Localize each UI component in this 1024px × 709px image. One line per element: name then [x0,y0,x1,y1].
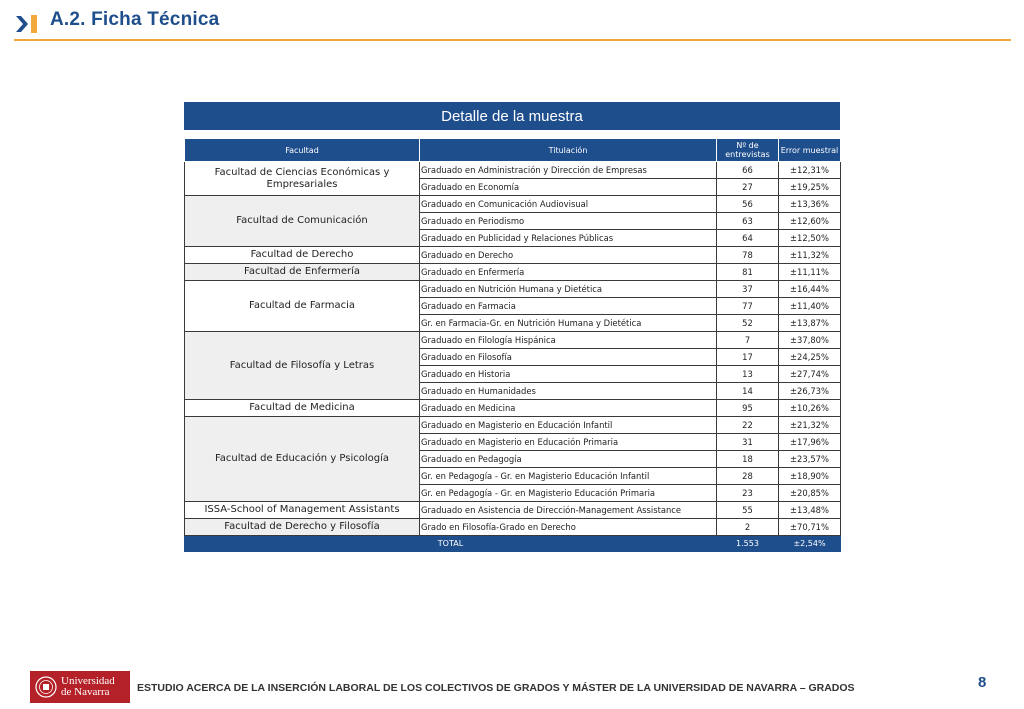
cell-error: ±11,11% [779,264,841,281]
cell-entrevistas: 95 [717,400,779,417]
cell-error: ±37,80% [779,332,841,349]
sample-detail-table [184,102,840,552]
cell-error: ±11,32% [779,247,841,264]
cell-titulacion: Gr. en Pedagogía - Gr. en Magisterio Educación Infantil [420,468,717,485]
cell-error: ±13,36% [779,196,841,213]
cell-titulacion: Gr. en Pedagogía - Gr. en Magisterio Educación Primaria [420,485,717,502]
cell-facultad: Facultad de Ciencias Económicas y Empresariales [185,162,420,196]
cell-entrevistas: 27 [717,179,779,196]
cell-titulacion: Graduado en Asistencia de Dirección-Management Assistance [420,502,717,519]
total-error: ±2,54% [779,536,841,552]
cell-facultad: Facultad de Enfermería [185,264,420,281]
cell-titulacion: Graduado en Nutrición Humana y Dietética [420,281,717,298]
cell-titulacion: Graduado en Historia [420,366,717,383]
cell-facultad: Facultad de Filosofía y Letras [185,332,420,400]
cell-titulacion: Graduado en Publicidad y Relaciones Públicas [420,230,717,247]
table-body [185,162,841,536]
logo-line-1: Universidad [61,675,115,687]
cell-entrevistas: 64 [717,230,779,247]
table-header-row [185,139,841,162]
cell-facultad: Facultad de Educación y Psicología [185,417,420,502]
cell-error: ±13,87% [779,315,841,332]
table-row [185,332,841,349]
cell-error: ±21,32% [779,417,841,434]
cell-facultad: ISSA-School of Management Assistants [185,502,420,519]
cell-facultad: Facultad de Derecho [185,247,420,264]
cell-error: ±26,73% [779,383,841,400]
cell-error: ±16,44% [779,281,841,298]
cell-titulacion: Graduado en Administración y Dirección de Empresas [420,162,717,179]
cell-error: ±12,50% [779,230,841,247]
cell-facultad: Facultad de Farmacia [185,281,420,332]
column-header-facultad: Facultad [185,139,420,162]
cell-titulacion: Graduado en Pedagogía [420,451,717,468]
cell-entrevistas: 37 [717,281,779,298]
table-row [185,162,841,179]
cell-entrevistas: 52 [717,315,779,332]
cell-entrevistas: 22 [717,417,779,434]
university-seal-icon [35,676,57,698]
cell-error: ±20,85% [779,485,841,502]
column-header-error: Error muestral [779,139,841,162]
cell-error: ±17,96% [779,434,841,451]
cell-entrevistas: 7 [717,332,779,349]
cell-titulacion: Graduado en Filosofía [420,349,717,366]
table-row [185,417,841,434]
table-row [185,196,841,213]
cell-entrevistas: 66 [717,162,779,179]
cell-titulacion: Graduado en Comunicación Audiovisual [420,196,717,213]
total-label: TOTAL [185,536,717,552]
table-row [185,247,841,264]
column-header-entrevistas: Nº de entrevistas [717,139,779,162]
page-number: 8 [978,674,987,691]
cell-entrevistas: 18 [717,451,779,468]
cell-entrevistas: 2 [717,519,779,536]
cell-titulacion: Graduado en Humanidades [420,383,717,400]
cell-titulacion: Graduado en Economía [420,179,717,196]
table-row [185,264,841,281]
cell-error: ±12,31% [779,162,841,179]
cell-error: ±11,40% [779,298,841,315]
university-logo [30,671,130,703]
cell-titulacion: Grado en Filosofía-Grado en Derecho [420,519,717,536]
cell-titulacion: Graduado en Magisterio en Educación Primaria [420,434,717,451]
cell-error: ±10,26% [779,400,841,417]
cell-entrevistas: 81 [717,264,779,281]
cell-titulacion: Graduado en Magisterio en Educación Infantil [420,417,717,434]
cell-entrevistas: 55 [717,502,779,519]
cell-titulacion: Graduado en Medicina [420,400,717,417]
cell-error: ±27,74% [779,366,841,383]
cell-facultad: Facultad de Derecho y Filosofía [185,519,420,536]
cell-error: ±18,90% [779,468,841,485]
cell-entrevistas: 14 [717,383,779,400]
cell-error: ±23,57% [779,451,841,468]
table-row [185,281,841,298]
table-row [185,519,841,536]
cell-titulacion: Graduado en Farmacia [420,298,717,315]
total-row [185,536,841,552]
table-row [185,502,841,519]
cell-facultad: Facultad de Medicina [185,400,420,417]
cell-entrevistas: 78 [717,247,779,264]
total-entrevistas: 1.553 [717,536,779,552]
cell-entrevistas: 23 [717,485,779,502]
header-divider [14,39,1011,41]
chevron-bar-icon [15,13,39,35]
cell-titulacion: Graduado en Derecho [420,247,717,264]
cell-entrevistas: 77 [717,298,779,315]
cell-entrevistas: 63 [717,213,779,230]
cell-titulacion: Graduado en Periodismo [420,213,717,230]
cell-facultad: Facultad de Comunicación [185,196,420,247]
column-header-titulacion: Titulación [420,139,717,162]
cell-entrevistas: 31 [717,434,779,451]
table-row [185,400,841,417]
cell-error: ±19,25% [779,179,841,196]
page-title: A.2. Ficha Técnica [50,9,220,30]
cell-entrevistas: 56 [717,196,779,213]
cell-error: ±24,25% [779,349,841,366]
cell-entrevistas: 13 [717,366,779,383]
cell-error: ±13,48% [779,502,841,519]
logo-line-2: de Navarra [61,686,110,698]
footer-study-title: ESTUDIO ACERCA DE LA INSERCIÓN LABORAL DE LOS COLECTIVOS DE GRADOS Y MÁSTER DE LA UNIVERSIDAD DE NAVARRA – GRADOS [137,682,855,694]
cell-entrevistas: 17 [717,349,779,366]
cell-error: ±12,60% [779,213,841,230]
cell-error: ±70,71% [779,519,841,536]
cell-titulacion: Gr. en Farmacia-Gr. en Nutrición Humana y Dietética [420,315,717,332]
cell-entrevistas: 28 [717,468,779,485]
cell-titulacion: Graduado en Filología Hispánica [420,332,717,349]
cell-titulacion: Graduado en Enfermería [420,264,717,281]
table-title: Detalle de la muestra [184,102,840,130]
